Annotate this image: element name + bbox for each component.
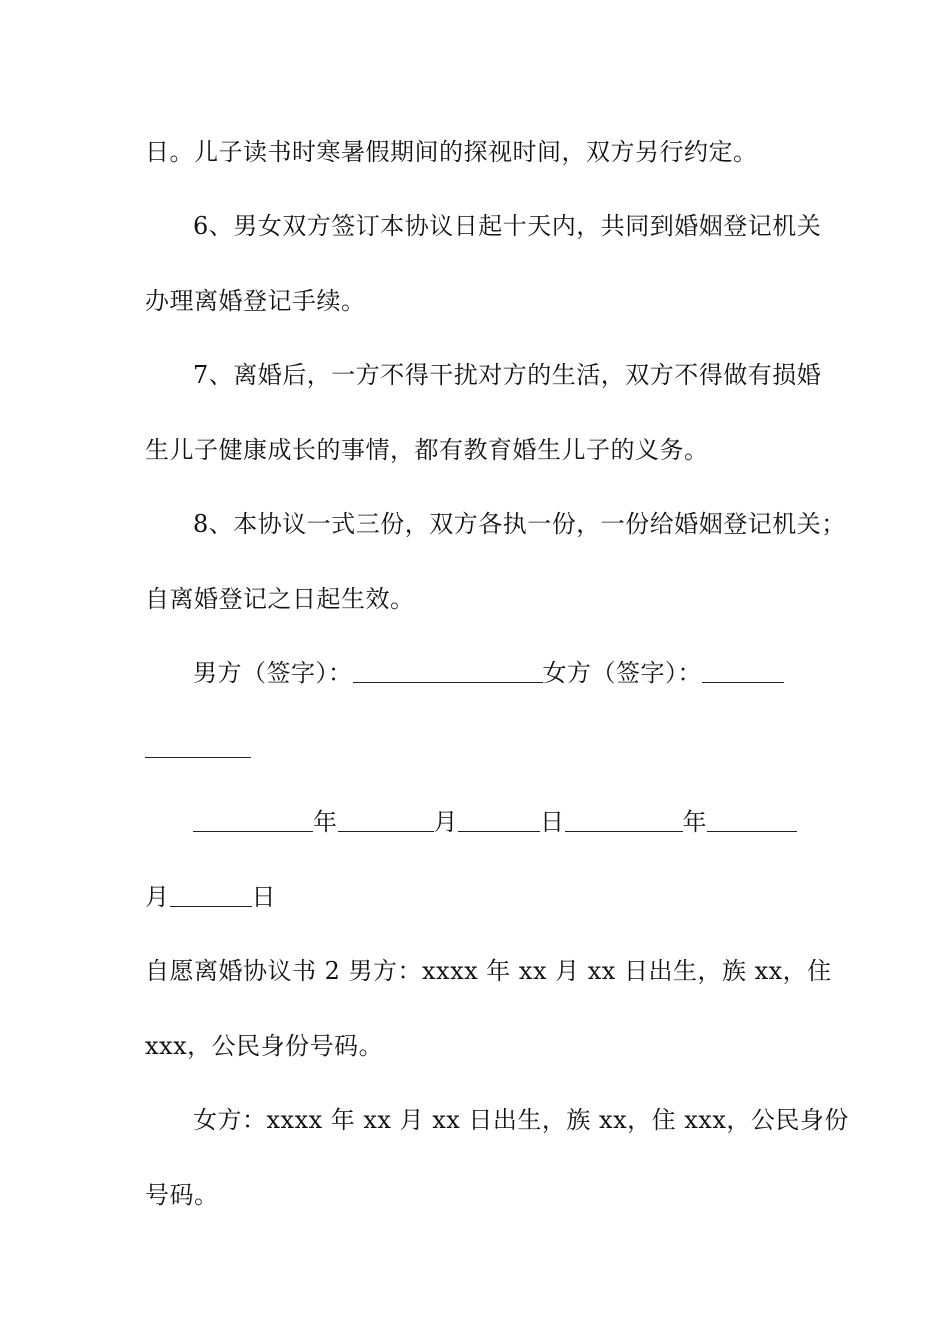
female-signature-blank-continued bbox=[145, 735, 251, 758]
year-label-2: 年 bbox=[682, 808, 707, 836]
paragraph-line: 7、离婚后，一方不得干扰对方的生活，双方不得做有损婚 bbox=[193, 361, 822, 389]
year-blank-2 bbox=[565, 809, 683, 832]
second-agreement-line: 号码。 bbox=[145, 1181, 219, 1209]
female-signature-label: 女方（签字）： bbox=[542, 659, 702, 687]
month-blank-2 bbox=[707, 809, 797, 832]
year-label: 年 bbox=[313, 808, 338, 836]
male-signature-label: 男方（签字）： bbox=[193, 659, 353, 687]
month-label-2: 月 bbox=[145, 883, 170, 911]
second-agreement-line: xxx，公民身份号码。 bbox=[145, 1032, 384, 1060]
paragraph-line: 办理离婚登记手续。 bbox=[145, 287, 366, 315]
paragraph-line: 8、本协议一式三份，双方各执一份，一份给婚姻登记机关； bbox=[193, 510, 846, 538]
day-blank-2 bbox=[170, 884, 252, 907]
day-label-2: 日 bbox=[251, 883, 276, 911]
second-agreement-line: 自愿离婚协议书 2 男方：xxxx 年 xx 月 xx 日出生，族 xx，住 bbox=[145, 957, 832, 985]
month-blank bbox=[338, 809, 434, 832]
day-blank bbox=[458, 809, 540, 832]
date-row-continued bbox=[145, 882, 810, 912]
paragraph-line: 生儿子健康成长的事情，都有教育婚生儿子的义务。 bbox=[145, 436, 709, 464]
paragraph-line: 日。儿子读书时寒暑假期间的探视时间，双方另行约定。 bbox=[145, 138, 758, 166]
day-label: 日 bbox=[540, 808, 565, 836]
paragraph-line: 自离婚登记之日起生效。 bbox=[145, 585, 415, 613]
signature-continuation bbox=[145, 733, 810, 763]
paragraph-line: 6、男女双方签订本协议日起十天内，共同到婚姻登记机关 bbox=[193, 212, 822, 240]
female-signature-blank bbox=[702, 660, 784, 683]
month-label: 月 bbox=[433, 808, 458, 836]
male-signature-blank bbox=[353, 660, 543, 683]
date-row bbox=[193, 807, 810, 837]
second-agreement-line: 女方：xxxx 年 xx 月 xx 日出生，族 xx，住 xxx，公民身份 bbox=[193, 1106, 849, 1134]
signature-row bbox=[193, 658, 810, 688]
year-blank bbox=[193, 809, 313, 832]
